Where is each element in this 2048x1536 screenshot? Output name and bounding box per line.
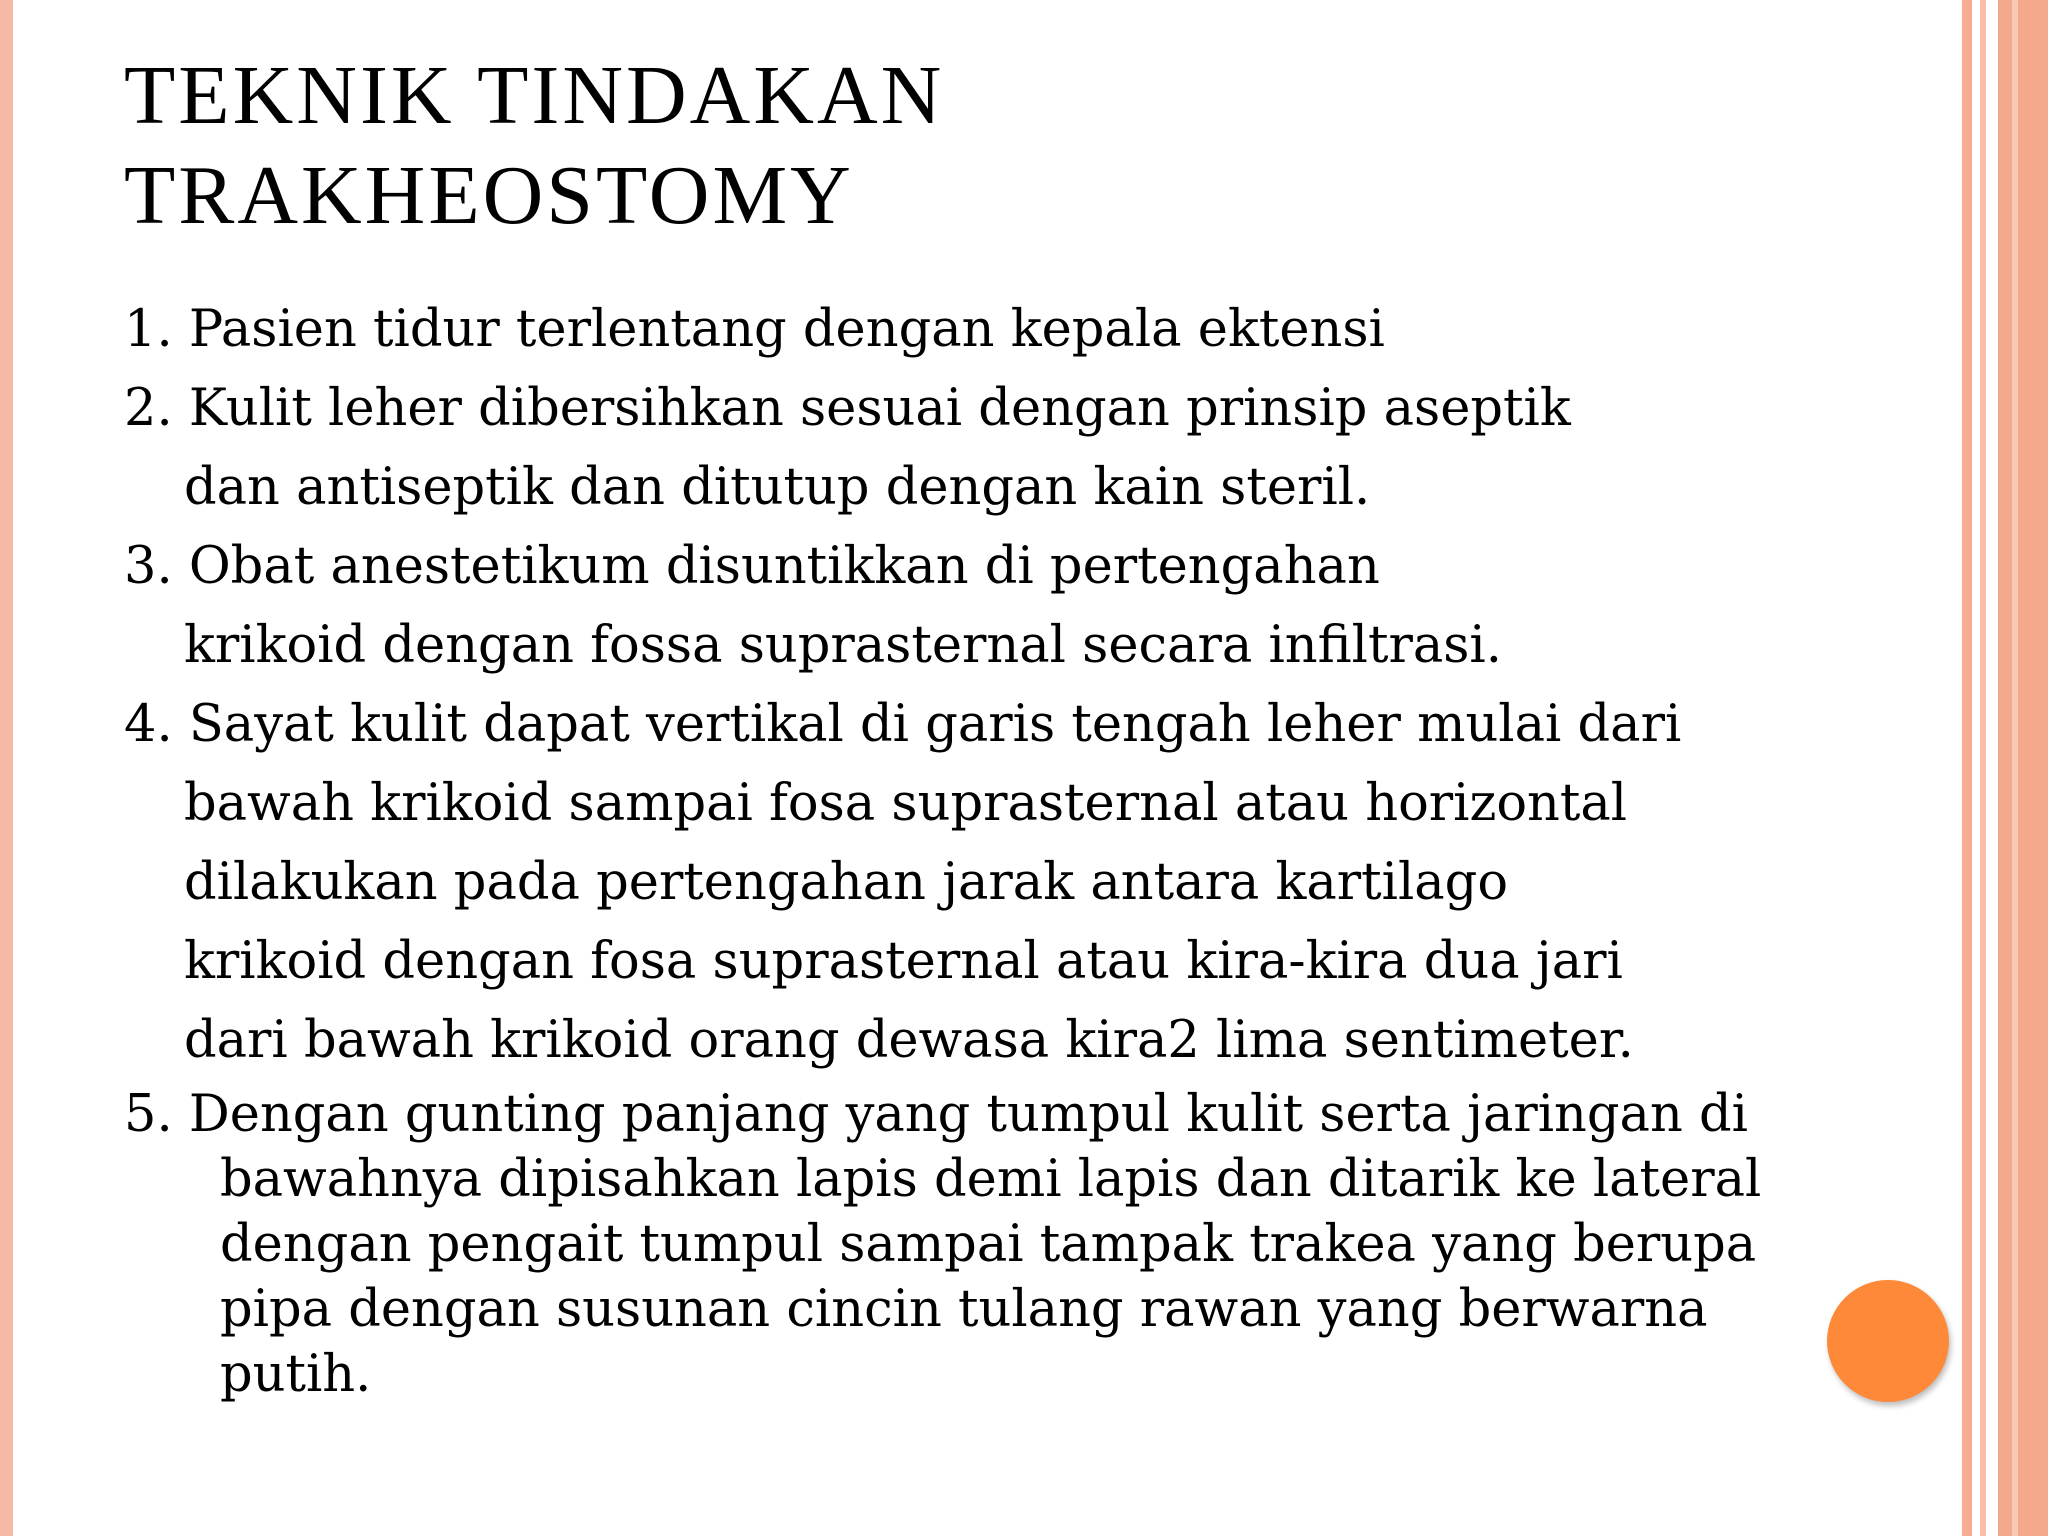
step-4-line-3: dilakukan pada pertengahan jarak antara kartilago xyxy=(184,853,1509,912)
right-accent-stripe-3 xyxy=(1998,0,2048,1536)
step-3-line-2: krikoid dengan fossa suprasternal secara infiltrasi. xyxy=(184,616,1502,675)
step-item-5 xyxy=(124,1082,1824,1407)
step-2-line-1: 2. Kulit leher dibersihkan sesuai dengan prinsip aseptik xyxy=(124,379,1571,438)
step-3-line-1: 3. Obat anestetikum disuntikkan di pertengahan xyxy=(124,537,1380,596)
slide-title-line-1: TEKNIK TINDAKAN xyxy=(124,49,945,142)
right-accent-stripe-4 xyxy=(2012,0,2018,1536)
step-5-line-5: putih. xyxy=(220,1345,372,1404)
right-accent-stripe-2 xyxy=(1980,0,1986,1536)
step-5-line-3: dengan pengait tumpul sampai tampak trakea yang berupa xyxy=(220,1215,1757,1274)
step-4-line-1: 4. Sayat kulit dapat vertikal di garis tengah leher mulai dari xyxy=(124,695,1682,754)
step-2-line-2: dan antiseptik dan ditutup dengan kain steril. xyxy=(184,458,1371,517)
step-1-line-1: 1. Pasien tidur terlentang dengan kepala ektensi xyxy=(124,300,1385,359)
slide-title-line-2: TRAKHEOSTOMY xyxy=(124,149,854,242)
step-4-line-5: dari bawah krikoid orang dewasa kira2 lima sentimeter. xyxy=(184,1011,1634,1070)
slide-title xyxy=(124,46,1824,246)
step-item-1 xyxy=(124,290,1824,369)
step-item-4 xyxy=(124,685,1824,1080)
step-item-2 xyxy=(124,369,1824,527)
step-5-line-2: bawahnya dipisahkan lapis demi lapis dan ditarik ke lateral xyxy=(220,1150,1762,1209)
right-accent-stripe-1 xyxy=(1962,0,1972,1536)
step-5-line-1: 5. Dengan gunting panjang yang tumpul kulit serta jaringan di xyxy=(124,1085,1748,1144)
step-4-line-2: bawah krikoid sampai fosa suprasternal atau horizontal xyxy=(184,774,1628,833)
orange-circle-decoration xyxy=(1827,1280,1949,1402)
left-accent-stripe xyxy=(0,0,13,1536)
step-5-line-4: pipa dengan susunan cincin tulang rawan yang berwarna xyxy=(220,1280,1708,1339)
step-4-line-4: krikoid dengan fosa suprasternal atau kira-kira dua jari xyxy=(184,932,1623,991)
procedure-steps-list xyxy=(124,290,1824,1407)
step-item-3 xyxy=(124,527,1824,685)
